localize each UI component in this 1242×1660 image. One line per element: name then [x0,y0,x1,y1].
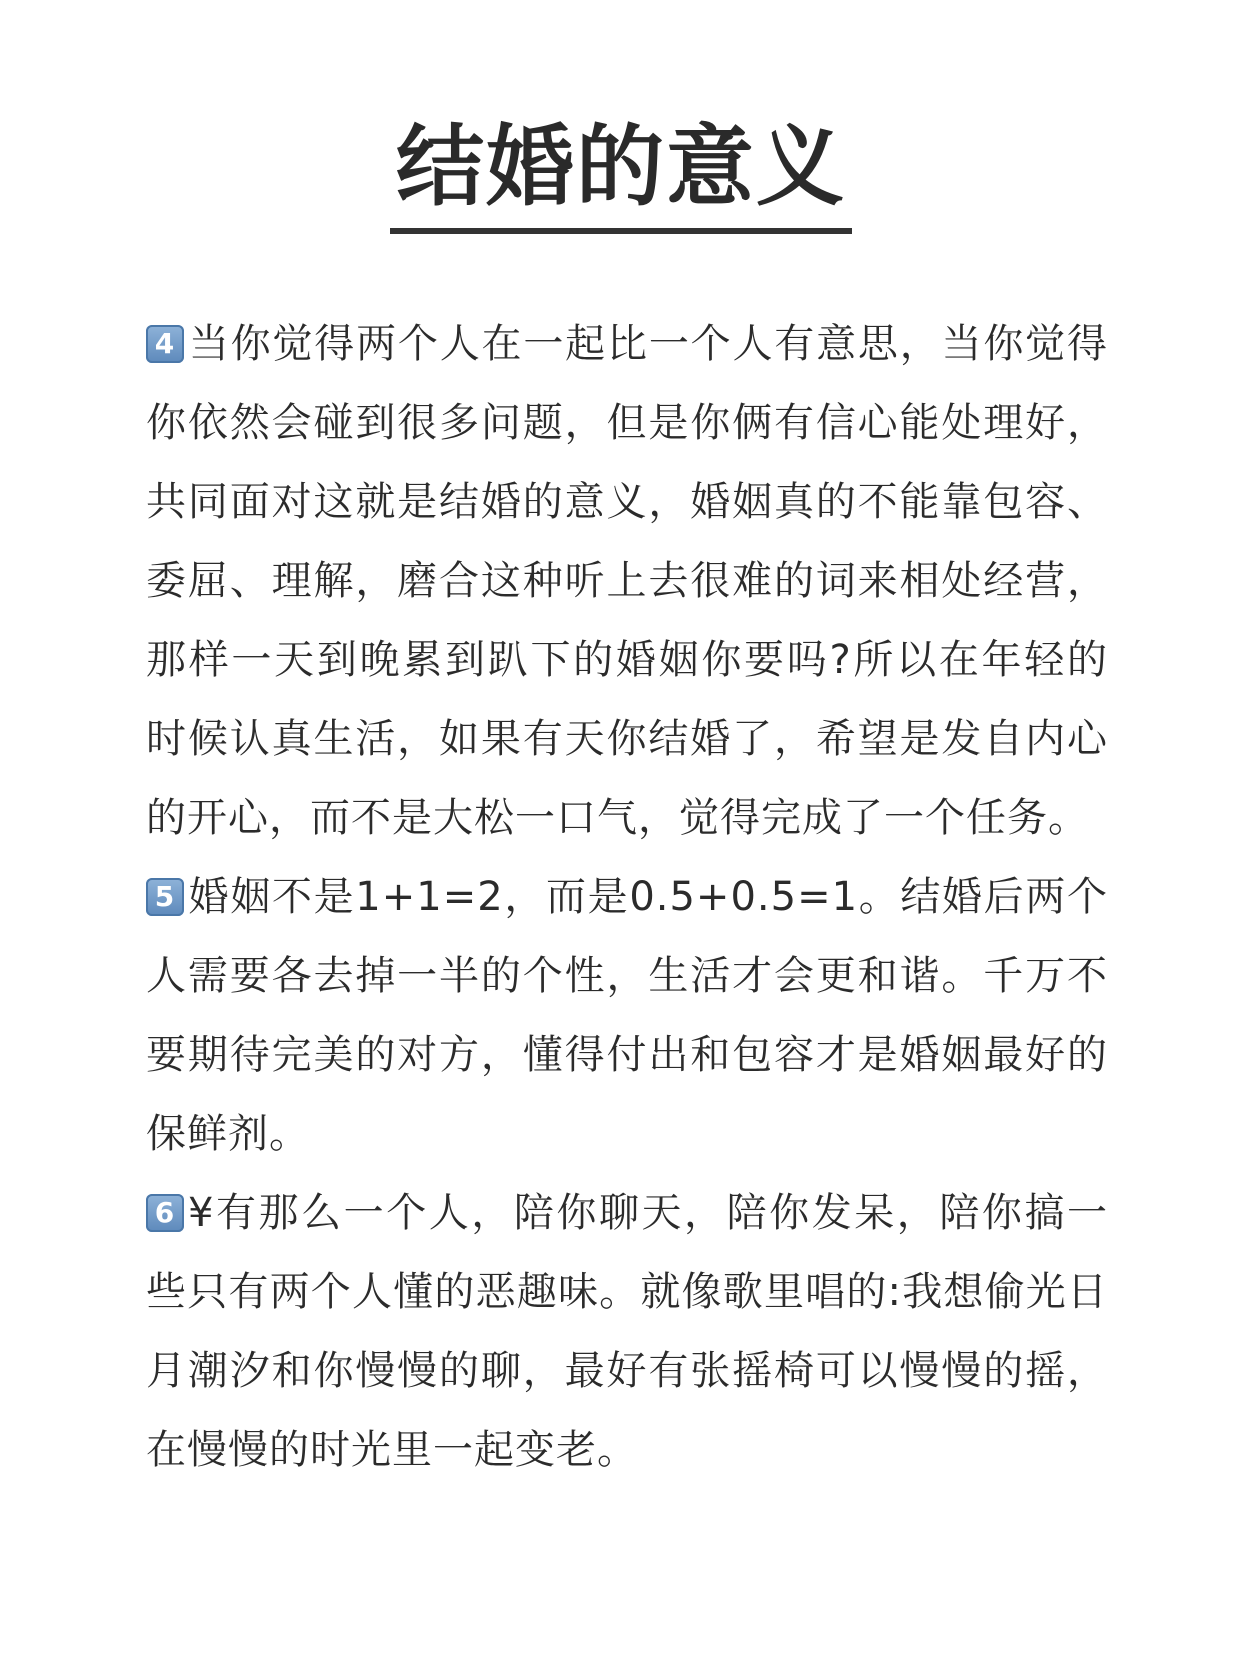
paragraph-4 [146,305,1108,858]
paragraph-5 [146,858,1108,1174]
page-title: 结婚的意义 [390,118,852,234]
paragraph-4-text: 当你觉得两个人在一起比一个人有意思，当你觉得你依然会碰到很多问题，但是你俩有信心能处理好，共同面对这就是结婚的意义，婚姻真的不能靠包容、委屈、理解，磨合这种听上去很难的词来相处经营，那样一天到晚累到趴下的婚姻你要吗?所以在年轻的时候认真生活，如果有天你结婚了，希望是发自内心的开心，而不是大松一口气，觉得完成了一个任务。 [146,321,1108,841]
title-wrap [0,114,1242,234]
paragraph-6 [146,1174,1108,1490]
article-body [146,305,1108,1490]
paragraph-5-text: 婚姻不是1+1=2，而是0.5+0.5=1。结婚后两个人需要各去掉一半的个性，生活才会更和谐。千万不要期待完美的对方，懂得付出和包容才是婚姻最好的保鲜剂。 [146,874,1108,1157]
keycap-6-icon: 6 [146,1194,184,1232]
paragraph-6-text: ¥有那么一个人，陪你聊天，陪你发呆，陪你搞一些只有两个人懂的恶趣味。就像歌里唱的:我想偷光日月潮汐和你慢慢的聊，最好有张摇椅可以慢慢的摇，在慢慢的时光里一起变老。 [146,1190,1108,1473]
keycap-5-icon: 5 [146,878,184,916]
keycap-4-icon: 4 [146,325,184,363]
